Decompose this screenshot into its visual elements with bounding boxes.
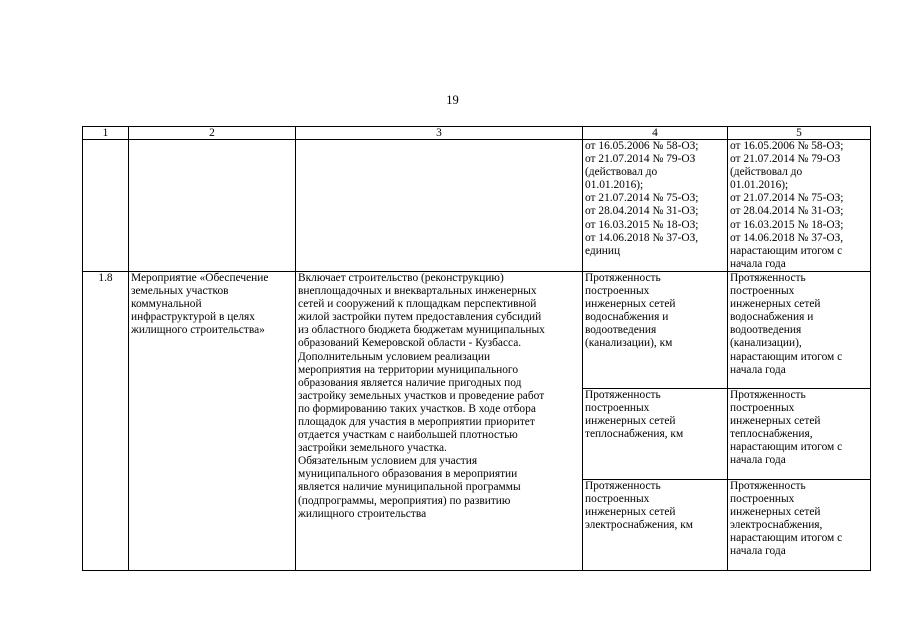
text-line: построенных bbox=[585, 402, 650, 415]
text-line: Обязательным условием для участия bbox=[298, 455, 478, 468]
text-line: электроснабжения, bbox=[730, 519, 823, 532]
text-line: построенных bbox=[730, 285, 795, 298]
program-table bbox=[82, 126, 871, 571]
activity-name-cell bbox=[129, 271, 296, 570]
text-line: нарастающим итогом с bbox=[730, 441, 843, 454]
indicator-electric-col4-cell bbox=[583, 479, 728, 570]
text-line: теплоснабжения, км bbox=[585, 428, 684, 441]
text-line: коммунальной bbox=[131, 298, 202, 311]
text-line: водоснабжения и bbox=[730, 311, 814, 324]
text-line: нарастающим итогом с bbox=[730, 532, 843, 545]
table-row-continuation bbox=[83, 140, 871, 272]
text-line: (канализации), bbox=[730, 337, 802, 350]
text-line: начала года bbox=[730, 363, 786, 376]
text-line: Дополнительным условием реализации bbox=[298, 350, 491, 363]
indicator-electric-col5-cell bbox=[728, 479, 871, 570]
indicator-water-col5-cell bbox=[728, 271, 871, 388]
text-line: образований Кемеровской области - Кузбасса. bbox=[298, 337, 522, 350]
text-line: внеплощадочных и внеквартальных инженерных bbox=[298, 285, 537, 298]
text-line: водоснабжения и bbox=[585, 311, 669, 324]
column-header-1: 1 bbox=[83, 127, 129, 140]
text-line: Протяженность bbox=[730, 271, 806, 284]
text-line: земельных участков bbox=[131, 285, 229, 298]
text-line: инженерных сетей bbox=[585, 298, 676, 311]
text-line: инженерных сетей bbox=[585, 415, 676, 428]
text-line: инженерных сетей bbox=[730, 506, 821, 519]
continuation-col4-cell bbox=[583, 140, 728, 272]
text-line: от 28.04.2014 № 31-ОЗ; bbox=[730, 205, 844, 218]
text-line: застройку земельных участков и проведение работ bbox=[298, 389, 545, 402]
text-line: инженерных сетей bbox=[730, 298, 821, 311]
text-line: водоотведения bbox=[730, 324, 802, 337]
text-line: от 21.07.2014 № 75-ОЗ; bbox=[730, 192, 844, 205]
page-number: 19 bbox=[446, 93, 459, 107]
cell-empty bbox=[129, 140, 296, 272]
indicator-water-col4-cell bbox=[583, 271, 728, 388]
text-line: (действовал до bbox=[585, 166, 658, 179]
text-line: Протяженность bbox=[585, 271, 661, 284]
text-line: из областного бюджета бюджетам муниципальных bbox=[298, 324, 545, 337]
text-line: жилой застройки путем предоставления субсидий bbox=[298, 311, 542, 324]
indicator-heat-col5-cell bbox=[728, 388, 871, 479]
text-line: (подпрограммы, мероприятия) по развитию bbox=[298, 494, 511, 507]
text-line: 01.01.2016); bbox=[730, 179, 789, 192]
continuation-col5-cell bbox=[728, 140, 871, 272]
column-header-2: 2 bbox=[129, 127, 296, 140]
text-line: Протяженность bbox=[585, 388, 661, 401]
text-line: жилищного строительства» bbox=[131, 324, 265, 337]
text-line: мероприятия на территории муниципального bbox=[298, 363, 519, 376]
text-line: (действовал до bbox=[730, 166, 803, 179]
text-line: инженерных сетей bbox=[730, 415, 821, 428]
text-line: Протяженность bbox=[585, 479, 661, 492]
text-line: от 16.03.2015 № 18-ОЗ; bbox=[730, 218, 844, 231]
text-line: построенных bbox=[730, 402, 795, 415]
text-line: теплоснабжения, bbox=[730, 428, 813, 441]
text-line: построенных bbox=[730, 493, 795, 506]
text-line: построенных bbox=[585, 285, 650, 298]
text-line: электроснабжения, км bbox=[585, 519, 693, 532]
column-header-3: 3 bbox=[296, 127, 583, 140]
text-line: от 21.07.2014 № 79-ОЗ bbox=[585, 153, 696, 166]
text-line: Протяженность bbox=[730, 479, 806, 492]
column-header-5: 5 bbox=[728, 127, 871, 140]
table-row-1-8 bbox=[83, 271, 871, 388]
text-line: Протяженность bbox=[730, 388, 806, 401]
text-line: инфраструктурой в целях bbox=[131, 311, 255, 324]
activity-description-cell bbox=[296, 271, 583, 570]
text-line: от 14.06.2018 № 37-ОЗ, bbox=[730, 231, 844, 244]
text-line: муниципального образования в мероприятии bbox=[298, 468, 518, 481]
text-line: отдается участкам с наибольшей плотностью bbox=[298, 429, 518, 442]
row-number-cell: 1.8 bbox=[83, 271, 129, 570]
text-line: водоотведения bbox=[585, 324, 657, 337]
text-line: площадок для участия в мероприятии приоритет bbox=[298, 415, 535, 428]
text-line: от 16.05.2006 № 58-ОЗ; bbox=[730, 140, 844, 152]
column-header-4: 4 bbox=[583, 127, 728, 140]
text-line: образования является наличие пригодных под bbox=[298, 376, 522, 389]
text-line: жилищного строительства bbox=[298, 507, 427, 520]
text-line: начала года bbox=[730, 545, 786, 558]
text-line: от 21.07.2014 № 75-ОЗ; bbox=[585, 192, 699, 205]
text-line: Включает строительство (реконструкцию) bbox=[298, 271, 504, 284]
table-header-row bbox=[83, 127, 871, 140]
text-line: инженерных сетей bbox=[585, 506, 676, 519]
text-line: построенных bbox=[585, 493, 650, 506]
text-line: единиц bbox=[585, 244, 621, 257]
indicator-heat-col4-cell bbox=[583, 388, 728, 479]
text-line: нарастающим итогом с bbox=[730, 350, 843, 363]
text-line: от 16.03.2015 № 18-ОЗ; bbox=[585, 218, 699, 231]
cell-empty bbox=[83, 140, 129, 272]
text-line: начала года bbox=[730, 257, 786, 270]
text-line: от 21.07.2014 № 79-ОЗ bbox=[730, 153, 841, 166]
text-line: (канализации), км bbox=[585, 337, 673, 350]
text-line: сетей и сооружений к площадкам перспективной bbox=[298, 298, 537, 311]
text-line: нарастающим итогом с bbox=[730, 244, 843, 257]
text-line: начала года bbox=[730, 454, 786, 467]
text-line: от 16.05.2006 № 58-ОЗ; bbox=[585, 140, 699, 152]
text-line: является наличие муниципальной программы bbox=[298, 481, 521, 494]
text-line: 01.01.2016); bbox=[585, 179, 644, 192]
text-line: от 28.04.2014 № 31-ОЗ; bbox=[585, 205, 699, 218]
text-line: застройки земельного участка. bbox=[298, 442, 447, 455]
text-line: Мероприятие «Обеспечение bbox=[131, 271, 269, 284]
text-line: от 14.06.2018 № 37-ОЗ, bbox=[585, 231, 699, 244]
cell-empty bbox=[296, 140, 583, 272]
text-line: по формированию таких участков. В ходе отбора bbox=[298, 402, 536, 415]
